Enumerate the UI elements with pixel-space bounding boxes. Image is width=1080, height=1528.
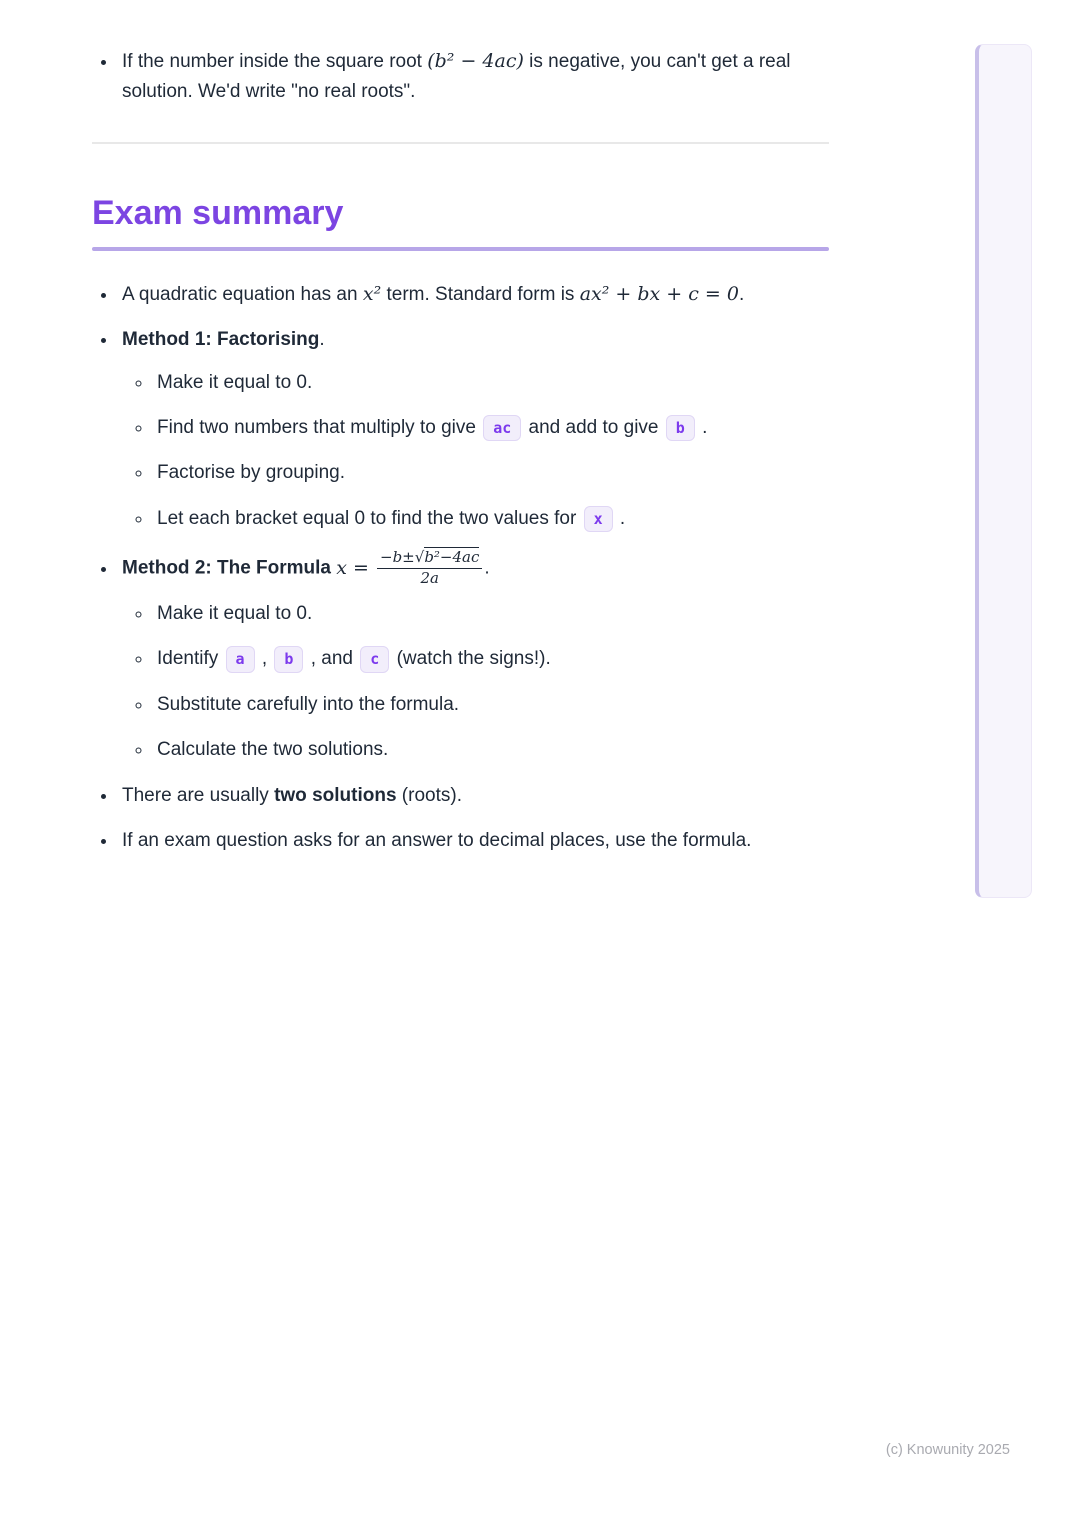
bullet-item-two-solutions (118, 781, 829, 811)
step-text: Identify (157, 648, 224, 670)
sub-bullet-item (153, 599, 829, 628)
step-text: . (696, 417, 708, 438)
bullet-text: If an exam question asks for an answer to decimal places, use the formula. (122, 829, 752, 851)
step-text: Let each bracket equal 0 to find the two values for (157, 507, 582, 529)
formula-lhs: x = (336, 556, 375, 579)
bullet-text: There are usually (122, 784, 275, 806)
step-text: . (614, 507, 626, 529)
bullet-text: . (319, 329, 325, 351)
bullet-text: (roots). (396, 784, 462, 806)
step-text: , and (305, 648, 359, 670)
step-text: Factorise by grouping. (157, 462, 345, 484)
bullet-item-standard-form (118, 279, 829, 310)
sub-bullet-item (153, 644, 829, 673)
sqrt-symbol: √ (414, 548, 425, 567)
sub-bullet-item (153, 504, 829, 533)
summary-bullet-list (92, 279, 829, 857)
bullet-item-no-real-roots (118, 46, 829, 108)
step-text: and add to give (523, 417, 664, 438)
code-chip-x: x (584, 506, 613, 532)
method1-steps (122, 368, 829, 534)
math-quadratic-formula (336, 548, 484, 587)
code-chip-c: c (360, 646, 389, 672)
footer-credit: (c) Knowunity 2025 (885, 1442, 1010, 1458)
math-inline-standard-form: ax² + bx + c = 0 (579, 282, 739, 305)
formula-denominator: 2a (420, 568, 439, 587)
formula-numerator: −b±√b²−4ac (377, 549, 482, 568)
bullet-item-decimal-places (118, 826, 829, 856)
math-inline-discriminant: (b² − 4ac) (427, 50, 524, 72)
step-text: Make it equal to 0. (157, 602, 313, 624)
document-content (92, 0, 829, 871)
bullet-text: . (738, 283, 745, 305)
bullet-text: A quadratic equation has an (122, 283, 363, 305)
side-panel (975, 44, 1032, 898)
step-text: , (256, 648, 273, 670)
section-divider (92, 142, 829, 144)
formula-radicand: b²−4ac (424, 548, 480, 567)
formula-fraction (377, 549, 482, 587)
math-inline-x-squared: x² (362, 282, 382, 305)
step-text: Make it equal to 0. (157, 371, 313, 393)
sub-bullet-item (153, 413, 829, 442)
intro-bullet-list (92, 46, 829, 108)
sub-bullet-item (153, 368, 829, 397)
method2-steps (122, 599, 829, 765)
code-chip-b: b (666, 415, 695, 441)
heading-underline (92, 247, 829, 251)
step-text: Find two numbers that multiply to give (157, 417, 482, 438)
bullet-item-method1 (118, 325, 829, 533)
bullet-text: . (484, 557, 490, 579)
code-chip-ac: ac (483, 415, 521, 441)
step-text: Substitute carefully into the formula. (157, 693, 460, 715)
sub-bullet-item (153, 735, 829, 764)
sub-bullet-item (153, 458, 829, 487)
step-text: (watch the signs!). (391, 648, 551, 670)
method1-title: Method 1: Factorising (122, 329, 320, 351)
bullet-item-method2 (118, 549, 829, 764)
bullet-text: is negative, you can't get a real solution. We'd write "no real roots". (122, 51, 791, 103)
bullet-text: If the number inside the square root (122, 51, 428, 72)
page-title: Exam summary (92, 193, 344, 232)
code-chip-b: b (274, 646, 303, 672)
bullet-text-bold: two solutions (274, 784, 397, 806)
step-text: Calculate the two solutions. (157, 739, 389, 761)
method2-title: Method 2: The Formula (122, 557, 337, 579)
sub-bullet-item (153, 690, 829, 719)
code-chip-a: a (226, 646, 255, 672)
bullet-text: term. Standard form is (381, 283, 580, 305)
